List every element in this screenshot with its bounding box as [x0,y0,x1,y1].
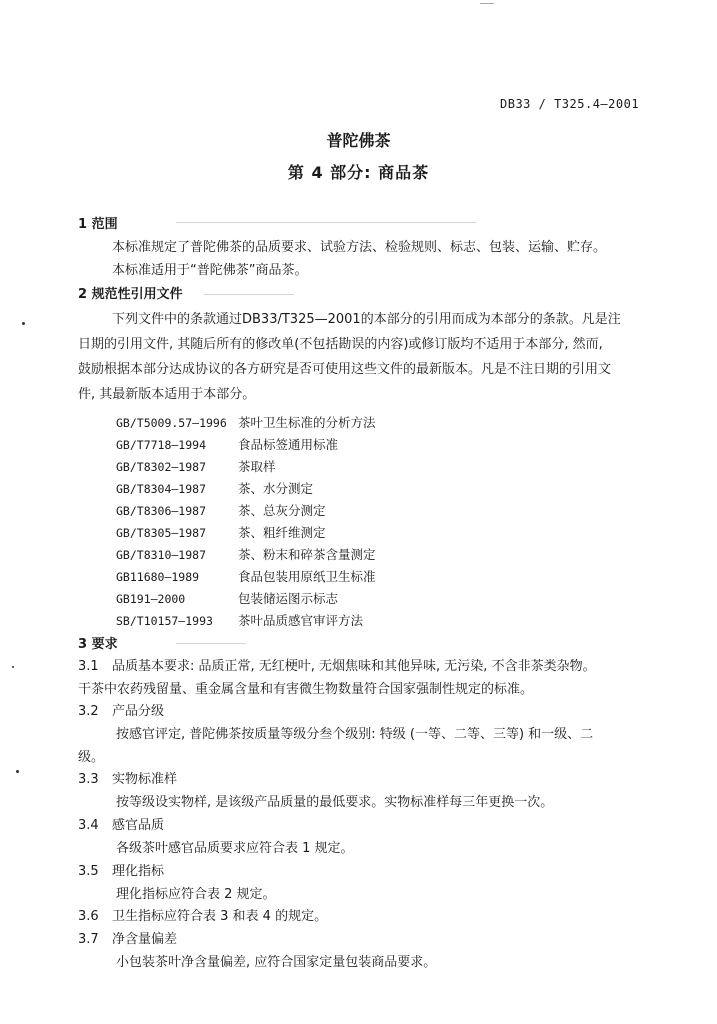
reference-item [116,544,376,566]
scan-artifact-line [480,3,494,4]
section-3-2-heading [78,701,164,723]
section-2-paragraph-line-4: 件, 其最新版本适用于本部分。 [78,387,256,402]
reference-title: 茶取样 [238,459,276,474]
reference-item [116,478,313,500]
reference-item [116,412,376,434]
reference-title: 食品标签通用标准 [238,437,339,452]
scan-artifact-speck [12,666,14,668]
section-2-heading: 2 规范性引用文件 [78,287,183,302]
section-3-5-heading [78,861,164,883]
reference-title: 茶叶品质感官审评方法 [238,613,364,628]
reference-item [116,456,276,478]
section-3-heading: 3 要求 [78,637,118,652]
clause-title: 理化指标 [112,864,165,879]
reference-item [116,522,326,544]
reference-title: 包装储运图示标志 [238,591,339,606]
reference-title: 茶、粉末和碎茶含量测定 [238,547,376,562]
clause-text: 品质基本要求: 品质正常, 无红梗叶, 无烟焦味和其他异味, 无污染, 不含非茶类杂物。 [112,659,596,674]
clause-number: 3.7 [78,932,99,947]
reference-code: SB/T10157—1993 [116,614,213,628]
section-1-paragraph-1: 本标准规定了普陀佛茶的品质要求、试验方法、检验规则、标志、包装、运输、贮存。 [112,240,607,255]
reference-item [116,566,376,588]
section-2-paragraph-line-1: 下列文件中的条款通过DB33/T325—2001的本部分的引用而成为本部分的条款。凡是注 [112,312,621,327]
scan-artifact-speck [22,322,25,325]
clause-text: 卫生指标应符合表 3 和表 4 的规定。 [112,909,328,924]
section-3-3-heading [78,769,177,791]
reference-code: GB191—2000 [116,592,186,606]
scan-artifact-line [176,222,476,223]
section-2-paragraph-line-2: 日期的引用文件, 其随后所有的修改单(不包括勘误的内容)或修订版均不适用于本部分, 然而, [78,337,603,352]
reference-code: GB/T8302—1987 [116,460,207,474]
document-subtitle: 第 4 部分: 商品茶 [287,163,430,182]
clause-title: 产品分级 [112,704,165,719]
section-1-paragraph-2: 本标准适用于“普陀佛茶”商品茶。 [112,263,308,278]
reference-title: 茶、水分测定 [238,481,314,496]
clause-number: 3.1 [78,659,99,674]
reference-code: GB11680—1989 [116,570,200,584]
clause-number: 3.6 [78,909,99,924]
reference-code: GB/T7718—1994 [116,438,207,452]
clause-number: 3.4 [78,818,99,833]
section-1-heading: 1 范围 [78,217,118,232]
document-title: 普陀佛茶 [326,131,391,150]
scan-artifact-line [204,294,294,295]
reference-item [116,588,338,610]
reference-item [116,610,363,632]
section-3-7-text: 小包装茶叶净含量偏差, 应符合国家定量包装商品要求。 [116,955,437,970]
section-3-4-text: 各级茶叶感官品质要求应符合表 1 规定。 [116,841,354,856]
section-3-2-text-continued: 级。 [78,750,105,765]
scan-artifact-speck [16,770,19,773]
reference-code: GB/T8310—1987 [116,548,207,562]
clause-number: 3.3 [78,772,99,787]
reference-code: GB/T8305—1987 [116,526,207,540]
standard-code: DB33 / T325.4—2001 [500,97,640,111]
reference-title: 食品包装用原纸卫生标准 [238,569,376,584]
section-3-6 [78,906,327,928]
clause-title: 净含量偏差 [112,932,178,947]
reference-title: 茶叶卫生标准的分析方法 [238,415,376,430]
clause-number: 3.5 [78,864,99,879]
reference-item [116,434,338,456]
reference-code: GB/T5009.57—1996 [116,416,227,430]
section-3-7-heading [78,929,177,951]
reference-item [116,500,326,522]
section-3-3-text: 按等级设实物样, 是该级产品质量的最低要求。实物标准样每三年更换一次。 [116,795,554,810]
clause-number: 3.2 [78,704,99,719]
section-3-2-text: 按感官评定, 普陀佛茶按质量等级分叁个级别: 特级 (一等、二等、三等) 和一级、二 [116,727,594,742]
reference-code: GB/T8304—1987 [116,482,207,496]
section-3-5-text: 理化指标应符合表 2 规定。 [116,887,276,902]
scan-artifact-line [176,643,246,644]
reference-title: 茶、粗纤维测定 [238,525,326,540]
section-2-paragraph-line-3: 鼓励根据本部分达成协议的各方研究是否可使用这些文件的最新版本。凡是不注日期的引用文 [78,362,612,377]
clause-title: 感官品质 [112,818,165,833]
reference-title: 茶、总灰分测定 [238,503,326,518]
reference-code: GB/T8306—1987 [116,504,207,518]
section-3-1 [78,656,596,678]
clause-title: 实物标准样 [112,772,178,787]
section-3-4-heading [78,815,164,837]
section-3-1-continued: 干茶中农药残留量、重金属含量和有害微生物数量符合国家强制性规定的标准。 [78,682,534,697]
